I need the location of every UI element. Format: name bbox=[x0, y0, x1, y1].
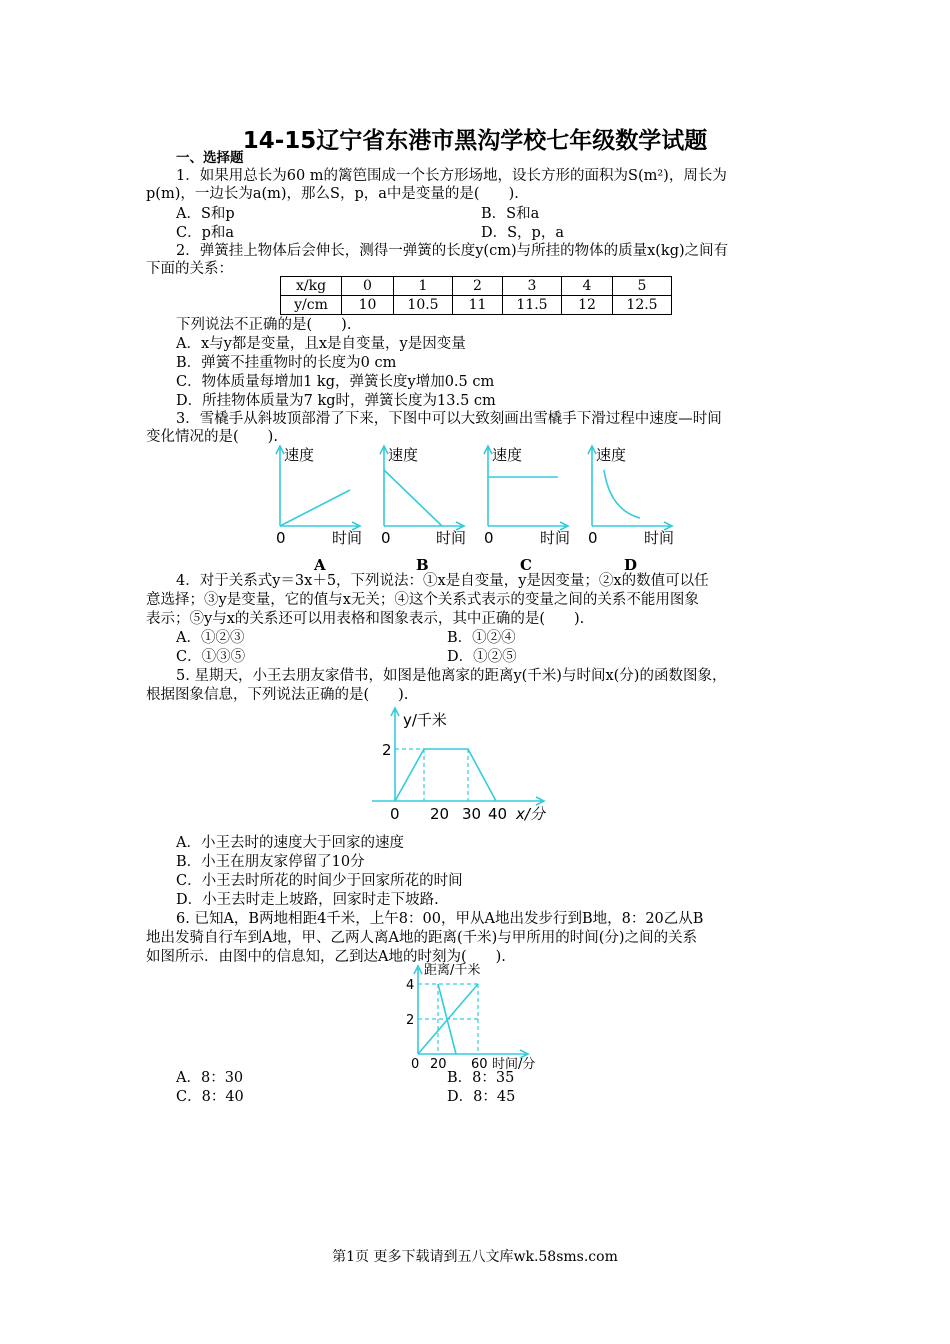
q1-line2: p(m)，一边长为a(m)，那么S，p，a中是变量的是( ). bbox=[146, 186, 519, 202]
guide-lines bbox=[395, 749, 468, 801]
x-axis-label: 时间 bbox=[332, 529, 363, 547]
section-heading: 一、选择题 bbox=[176, 150, 244, 166]
origin-label: 0 bbox=[390, 805, 400, 823]
q2-option-b: B．弹簧不挂重物时的长度为0 cm bbox=[176, 355, 397, 371]
y-axis-label: 速度 bbox=[284, 446, 315, 464]
x-axis-label: 时间 bbox=[540, 529, 571, 547]
series-line bbox=[395, 749, 496, 801]
q2-table bbox=[280, 276, 672, 315]
y-tick: 2 bbox=[382, 741, 392, 759]
q2-option-d: D．所挂物体质量为7 kg时，弹簧长度为13.5 cm bbox=[176, 393, 496, 409]
q3-graphs bbox=[270, 442, 690, 577]
table-row bbox=[281, 296, 672, 315]
q3-graph-c bbox=[484, 446, 570, 574]
q6-line2: 地出发骑自行车到A地，甲、乙两人离A地的距离(千米)与甲所用的时间(分)之间的关系 bbox=[146, 930, 698, 946]
q1-option-d: D．S，p，a bbox=[481, 225, 564, 241]
y-axis-label: 速度 bbox=[492, 446, 523, 464]
q2-prompt: 下列说法不正确的是( ). bbox=[176, 317, 352, 333]
q5-option-a: A．小王去时的速度大于回家的速度 bbox=[176, 835, 404, 851]
q6-option-b: B．8：35 bbox=[447, 1070, 515, 1086]
y-axis bbox=[414, 966, 422, 1054]
q1-line1: 1．如果用总长为60 m的篱笆围成一个长方形场地，设长方形的面积为S(m²)，周长为 bbox=[176, 168, 727, 184]
q3-line1: 3．雪橇手从斜坡顶部滑了下来，下图中可以大致刻画出雪橇手下滑过程中速度—时间 bbox=[176, 411, 722, 427]
series-line bbox=[384, 470, 442, 526]
q6-line3: 如图所示．由图中的信息知，乙到达A地的时刻为( ). bbox=[146, 949, 506, 965]
y-axis bbox=[276, 446, 284, 526]
origin-label: 0 bbox=[276, 529, 286, 547]
q5-option-b: B．小王在朋友家停留了10分 bbox=[176, 854, 365, 870]
table-cell: 5 bbox=[613, 277, 672, 296]
table-cell: 10.5 bbox=[394, 296, 453, 315]
table-row bbox=[281, 277, 672, 296]
origin-label: 0 bbox=[411, 1057, 420, 1072]
table-cell: 10 bbox=[342, 296, 394, 315]
table-cell: 4 bbox=[562, 277, 613, 296]
table-cell: x/kg bbox=[281, 277, 342, 296]
series-line bbox=[280, 490, 350, 526]
x-tick: 30 bbox=[462, 805, 482, 823]
q4-option-a: A．①②③ bbox=[176, 630, 245, 646]
q5-line1: 5. 星期天，小王去朋友家借书，如图是他离家的距离y(千米)与时间x(分)的函数图象， bbox=[176, 668, 727, 684]
y-axis-label: 速度 bbox=[596, 446, 627, 464]
x-tick: 40 bbox=[488, 805, 508, 823]
table-cell: 12.5 bbox=[613, 296, 672, 315]
q3-graph-b bbox=[380, 446, 466, 574]
q1-option-a: A．S和p bbox=[176, 206, 235, 222]
x-axis-label: 时间 bbox=[644, 529, 675, 547]
q4-line2: 意选择；③y是变量，它的值与x无关；④这个关系式表示的变量之间的关系不能用图象 bbox=[146, 592, 699, 608]
y-axis bbox=[484, 446, 492, 526]
q5-option-c: C．小王去时所花的时间少于回家所花的时间 bbox=[176, 873, 463, 889]
table-cell: 2 bbox=[453, 277, 503, 296]
table-cell: 1 bbox=[394, 277, 453, 296]
q5-line2: 根据图象信息，下列说法正确的是( ). bbox=[146, 687, 409, 703]
x-axis-label: x/分 bbox=[516, 805, 545, 823]
x-tick: 20 bbox=[430, 805, 450, 823]
q6-line1: 6. 已知A，B两地相距4千米，上午8：00，甲从A地出发步行到B地，8：20乙从B bbox=[176, 911, 704, 927]
q2-line1: 2．弹簧挂上物体后会伸长，测得一弹簧的长度y(cm)与所挂的物体的质量x(kg)之间有 bbox=[176, 243, 729, 259]
q4-option-b: B．①②④ bbox=[447, 630, 516, 646]
x-axis-label: 时间 bbox=[436, 529, 467, 547]
origin-label: 0 bbox=[484, 529, 494, 547]
q2-option-a: A．x与y都是变量，且x是自变量，y是因变量 bbox=[176, 336, 466, 352]
q2-line2: 下面的关系： bbox=[146, 261, 233, 277]
q4-line3: 表示；⑤y与x的关系还可以用表格和图象表示，其中正确的是( ). bbox=[146, 611, 585, 627]
option-label: B bbox=[416, 556, 429, 574]
q5-graph bbox=[350, 705, 560, 830]
y-axis-label: 距离/千米 bbox=[424, 963, 481, 978]
q4-line1: 4．对于关系式y＝3x＋5，下列说法：①x是自变量，y是因变量；②x的数值可以任 bbox=[176, 573, 709, 589]
x-tick: 20 bbox=[430, 1057, 447, 1072]
x-axis-label: 时间/分 bbox=[492, 1057, 536, 1072]
option-label: C bbox=[520, 556, 532, 574]
table-cell: 12 bbox=[562, 296, 613, 315]
x-axis bbox=[372, 797, 544, 805]
table-cell: 3 bbox=[503, 277, 562, 296]
option-label: D bbox=[624, 556, 638, 574]
q1-option-b: B．S和a bbox=[481, 206, 540, 222]
page-title: 14-15辽宁省东港市黑沟学校七年级数学试题 bbox=[242, 128, 708, 154]
y-tick: 4 bbox=[406, 978, 415, 993]
q4-option-c: C．①③⑤ bbox=[176, 649, 246, 665]
q4-option-d: D．①②⑤ bbox=[447, 649, 517, 665]
y-axis bbox=[380, 446, 388, 526]
q6-option-d: D．8：45 bbox=[447, 1089, 516, 1105]
series-curve bbox=[604, 470, 640, 518]
q6-option-a: A．8：30 bbox=[176, 1070, 244, 1086]
y-axis bbox=[588, 446, 596, 526]
page-footer: 第1页 更多下载请到五八文库wk.58sms.com bbox=[332, 1249, 618, 1265]
y-axis bbox=[391, 708, 399, 801]
q3-graph-a bbox=[276, 446, 362, 574]
y-tick: 2 bbox=[406, 1013, 415, 1028]
q3-graph-d bbox=[588, 446, 674, 574]
origin-label: 0 bbox=[381, 529, 391, 547]
q3-line2: 变化情况的是( ). bbox=[146, 429, 278, 445]
table-cell: y/cm bbox=[281, 296, 342, 315]
table-cell: 0 bbox=[342, 277, 394, 296]
x-tick: 60 bbox=[471, 1057, 488, 1072]
table-cell: 11.5 bbox=[503, 296, 562, 315]
q6-graph bbox=[398, 962, 558, 1072]
y-axis-label: y/千米 bbox=[403, 711, 447, 729]
q1-option-c: C．p和a bbox=[176, 225, 235, 241]
origin-label: 0 bbox=[588, 529, 598, 547]
option-label: A bbox=[314, 556, 326, 574]
y-axis-label: 速度 bbox=[388, 446, 419, 464]
table-cell: 11 bbox=[453, 296, 503, 315]
q2-option-c: C．物体质量每增加1 kg，弹簧长度y增加0.5 cm bbox=[176, 374, 495, 390]
q5-option-d: D．小王去时走上坡路，回家时走下坡路. bbox=[176, 892, 439, 908]
q6-option-c: C．8：40 bbox=[176, 1089, 244, 1105]
